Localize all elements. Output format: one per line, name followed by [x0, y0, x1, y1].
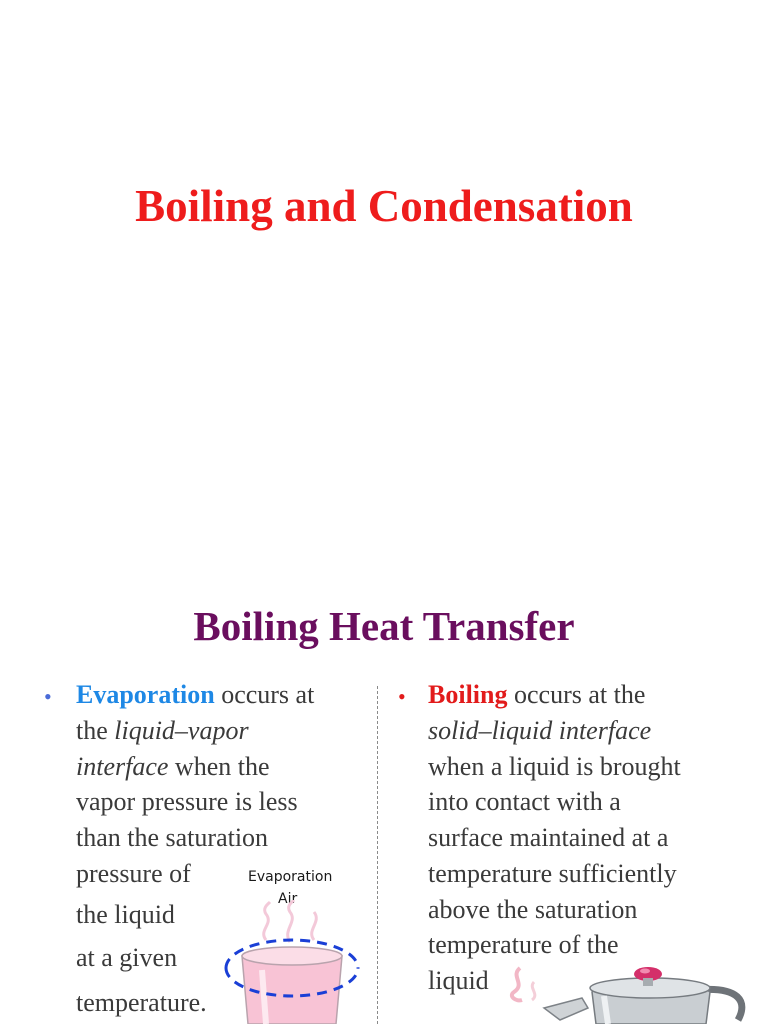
evap-line-3-italic: interface	[76, 752, 169, 781]
boil-line-3: when a liquid is brought	[428, 752, 681, 781]
evap-line-2	[76, 716, 249, 746]
boil-line-6: temperature sufficiently	[428, 859, 677, 888]
boil-line-2-italic: solid–liquid interface	[428, 716, 652, 745]
bullet-evaporation: •	[44, 684, 52, 709]
boil-line-1-rest: occurs at the	[507, 680, 646, 709]
evap-line-7: the liquid	[76, 900, 175, 929]
figure-label-evaporation: Evaporation	[248, 869, 333, 885]
evap-line-9: temperature.	[76, 988, 207, 1017]
boiling-kettle-icon	[500, 958, 768, 1024]
evaporating-glass-icon	[218, 900, 368, 1024]
boiling-keyword: Boiling	[428, 680, 508, 709]
evap-line-6: pressure of	[76, 859, 191, 888]
evap-line-3-rest: when the	[168, 752, 270, 781]
boil-line-4: into contact with a	[428, 787, 621, 816]
evap-line-2-italic: liquid–vapor	[114, 716, 249, 745]
slide-title: Boiling and Condensation	[135, 181, 633, 231]
evaporation-keyword: Evaporation	[76, 680, 215, 709]
boil-line-5: surface maintained at a	[428, 823, 669, 852]
evap-line-1-rest: occurs at	[214, 680, 315, 709]
evap-line-1	[76, 680, 314, 710]
bullet-boiling: •	[398, 684, 406, 709]
evap-line-4: vapor pressure is less	[76, 787, 298, 816]
section-title: Boiling Heat Transfer	[193, 603, 575, 649]
boil-line-1	[428, 680, 645, 710]
evap-line-2-text: the	[76, 716, 115, 745]
boil-line-8: temperature of the	[428, 930, 619, 959]
evap-line-3	[76, 752, 270, 782]
column-divider	[377, 686, 378, 1024]
boil-line-2	[428, 716, 651, 746]
boil-line-9: liquid	[428, 966, 489, 995]
evap-line-8: at a given	[76, 943, 178, 972]
figure-label-air: Air	[278, 891, 298, 907]
boil-line-7: above the saturation	[428, 895, 638, 924]
evap-line-5: than the saturation	[76, 823, 269, 852]
